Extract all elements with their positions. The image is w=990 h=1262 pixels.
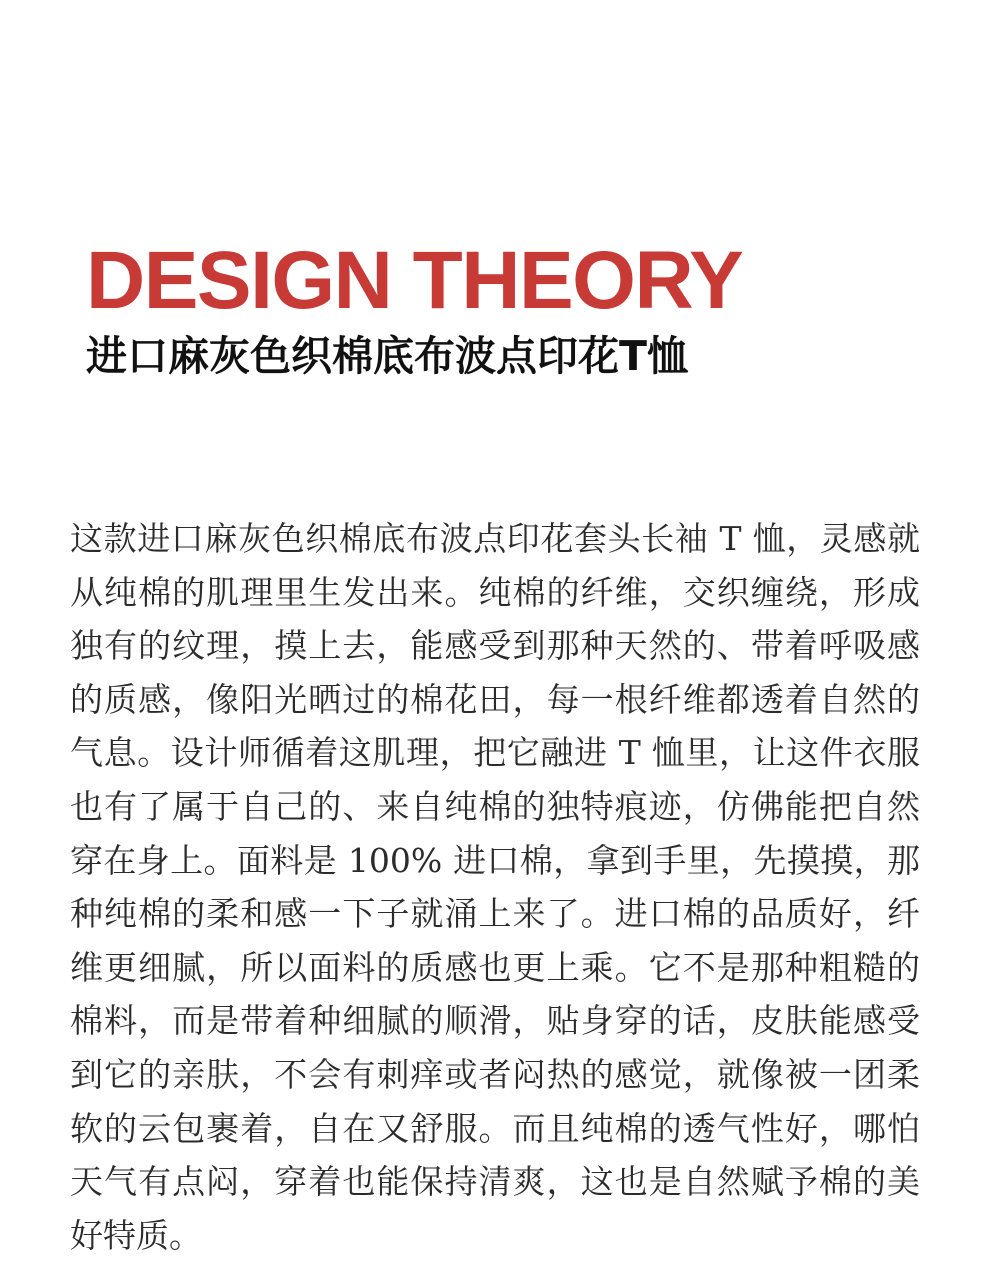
title-english: DESIGN THEORY: [86, 235, 743, 326]
body-paragraph: 这款进口麻灰色织棉底布波点印花套头长袖 T 恤，灵感就从纯棉的肌理里生发出来。纯棉的纤维，交织缠绕，形成独有的纹理，摸上去，能感受到那种天然的、带着呼吸感的质感，像阳光晒过的棉花田，每一根纤维都透着自然的气息。设计师循着这肌理，把它融进 T 恤里，让这件衣服也有了属于自己的、来自纯棉的独特痕迹，仿佛能把自然穿在身上。面料是 100% 进口棉，拿到手里，先摸摸，那种纯棉的柔和感一下子就涌上来了。进口棉的品质好，纤维更细腻，所以面料的质感也更上乘。它不是那种粗糙的棉料，而是带着种细腻的顺滑，贴身穿的话，皮肤能感受到它的亲肤，不会有刺痒或者闷热的感觉，就像被一团柔软的云包裹着，自在又舒服。而且纯棉的透气性好，哪怕天气有点闷，穿着也能保持清爽，这也是自然赋予棉的美好特质。: [70, 519, 920, 1255]
title-chinese: 进口麻灰色织棉底布波点印花T恤: [86, 332, 688, 380]
